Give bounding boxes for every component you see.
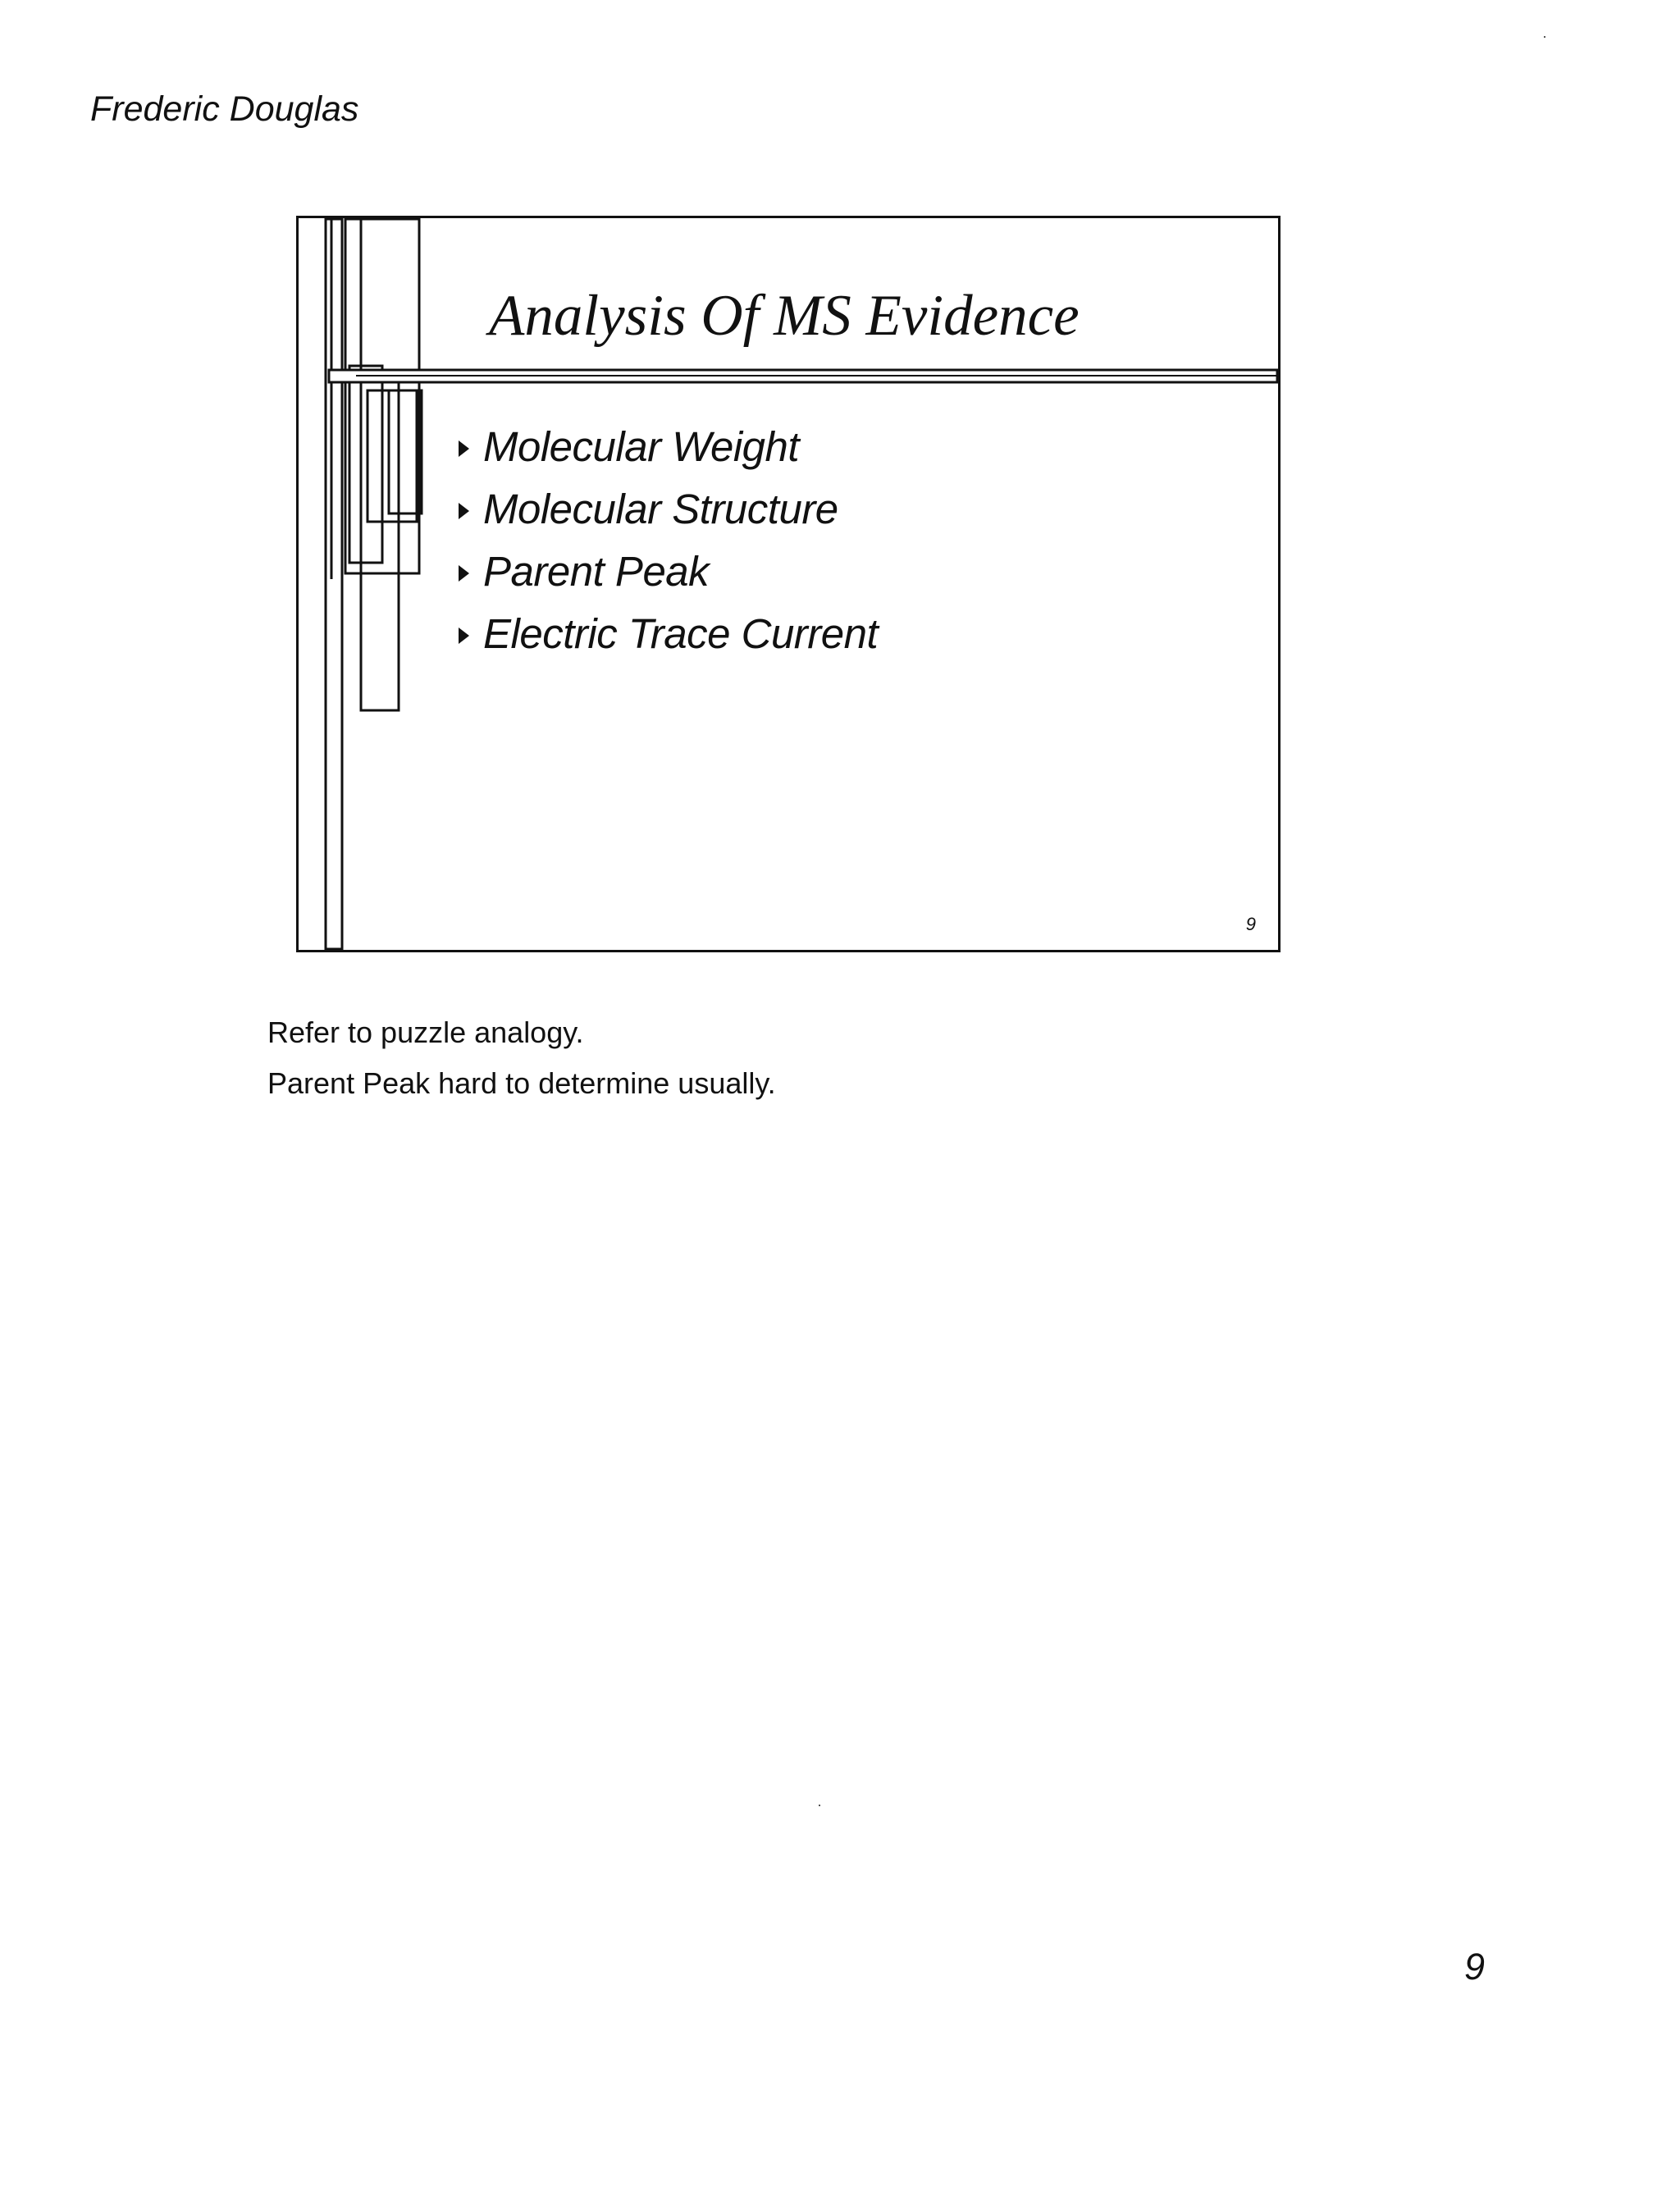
list-item: [459, 477, 878, 540]
note-line: Refer to puzzle analogy.: [267, 1015, 584, 1049]
triangle-bullet-icon: [459, 440, 469, 457]
triangle-bullet-icon: [459, 628, 469, 644]
slide-title: Analysis Of MS Evidence: [489, 284, 1080, 348]
scan-speck: [1544, 36, 1545, 38]
author-name: Frederic Douglas: [90, 89, 359, 129]
scan-speck: [819, 1805, 820, 1806]
triangle-bullet-icon: [459, 565, 469, 582]
slide-thumbnail: [296, 216, 1281, 952]
triangle-bullet-icon: [459, 503, 469, 519]
list-item: [459, 602, 878, 664]
bullet-label: Electric Trace Current: [483, 609, 879, 657]
bullet-label: Parent Peak: [483, 547, 710, 595]
note-line: Parent Peak hard to determine usually.: [267, 1066, 776, 1100]
speaker-notes: [267, 1007, 776, 1109]
list-item: [459, 540, 878, 602]
bullet-label: Molecular Weight: [483, 422, 800, 470]
bullet-list: [459, 415, 878, 664]
list-item: [459, 415, 878, 477]
slide-number: 9: [1245, 914, 1256, 934]
page-number: 9: [1464, 1946, 1486, 1987]
bullet-label: Molecular Structure: [483, 485, 838, 532]
